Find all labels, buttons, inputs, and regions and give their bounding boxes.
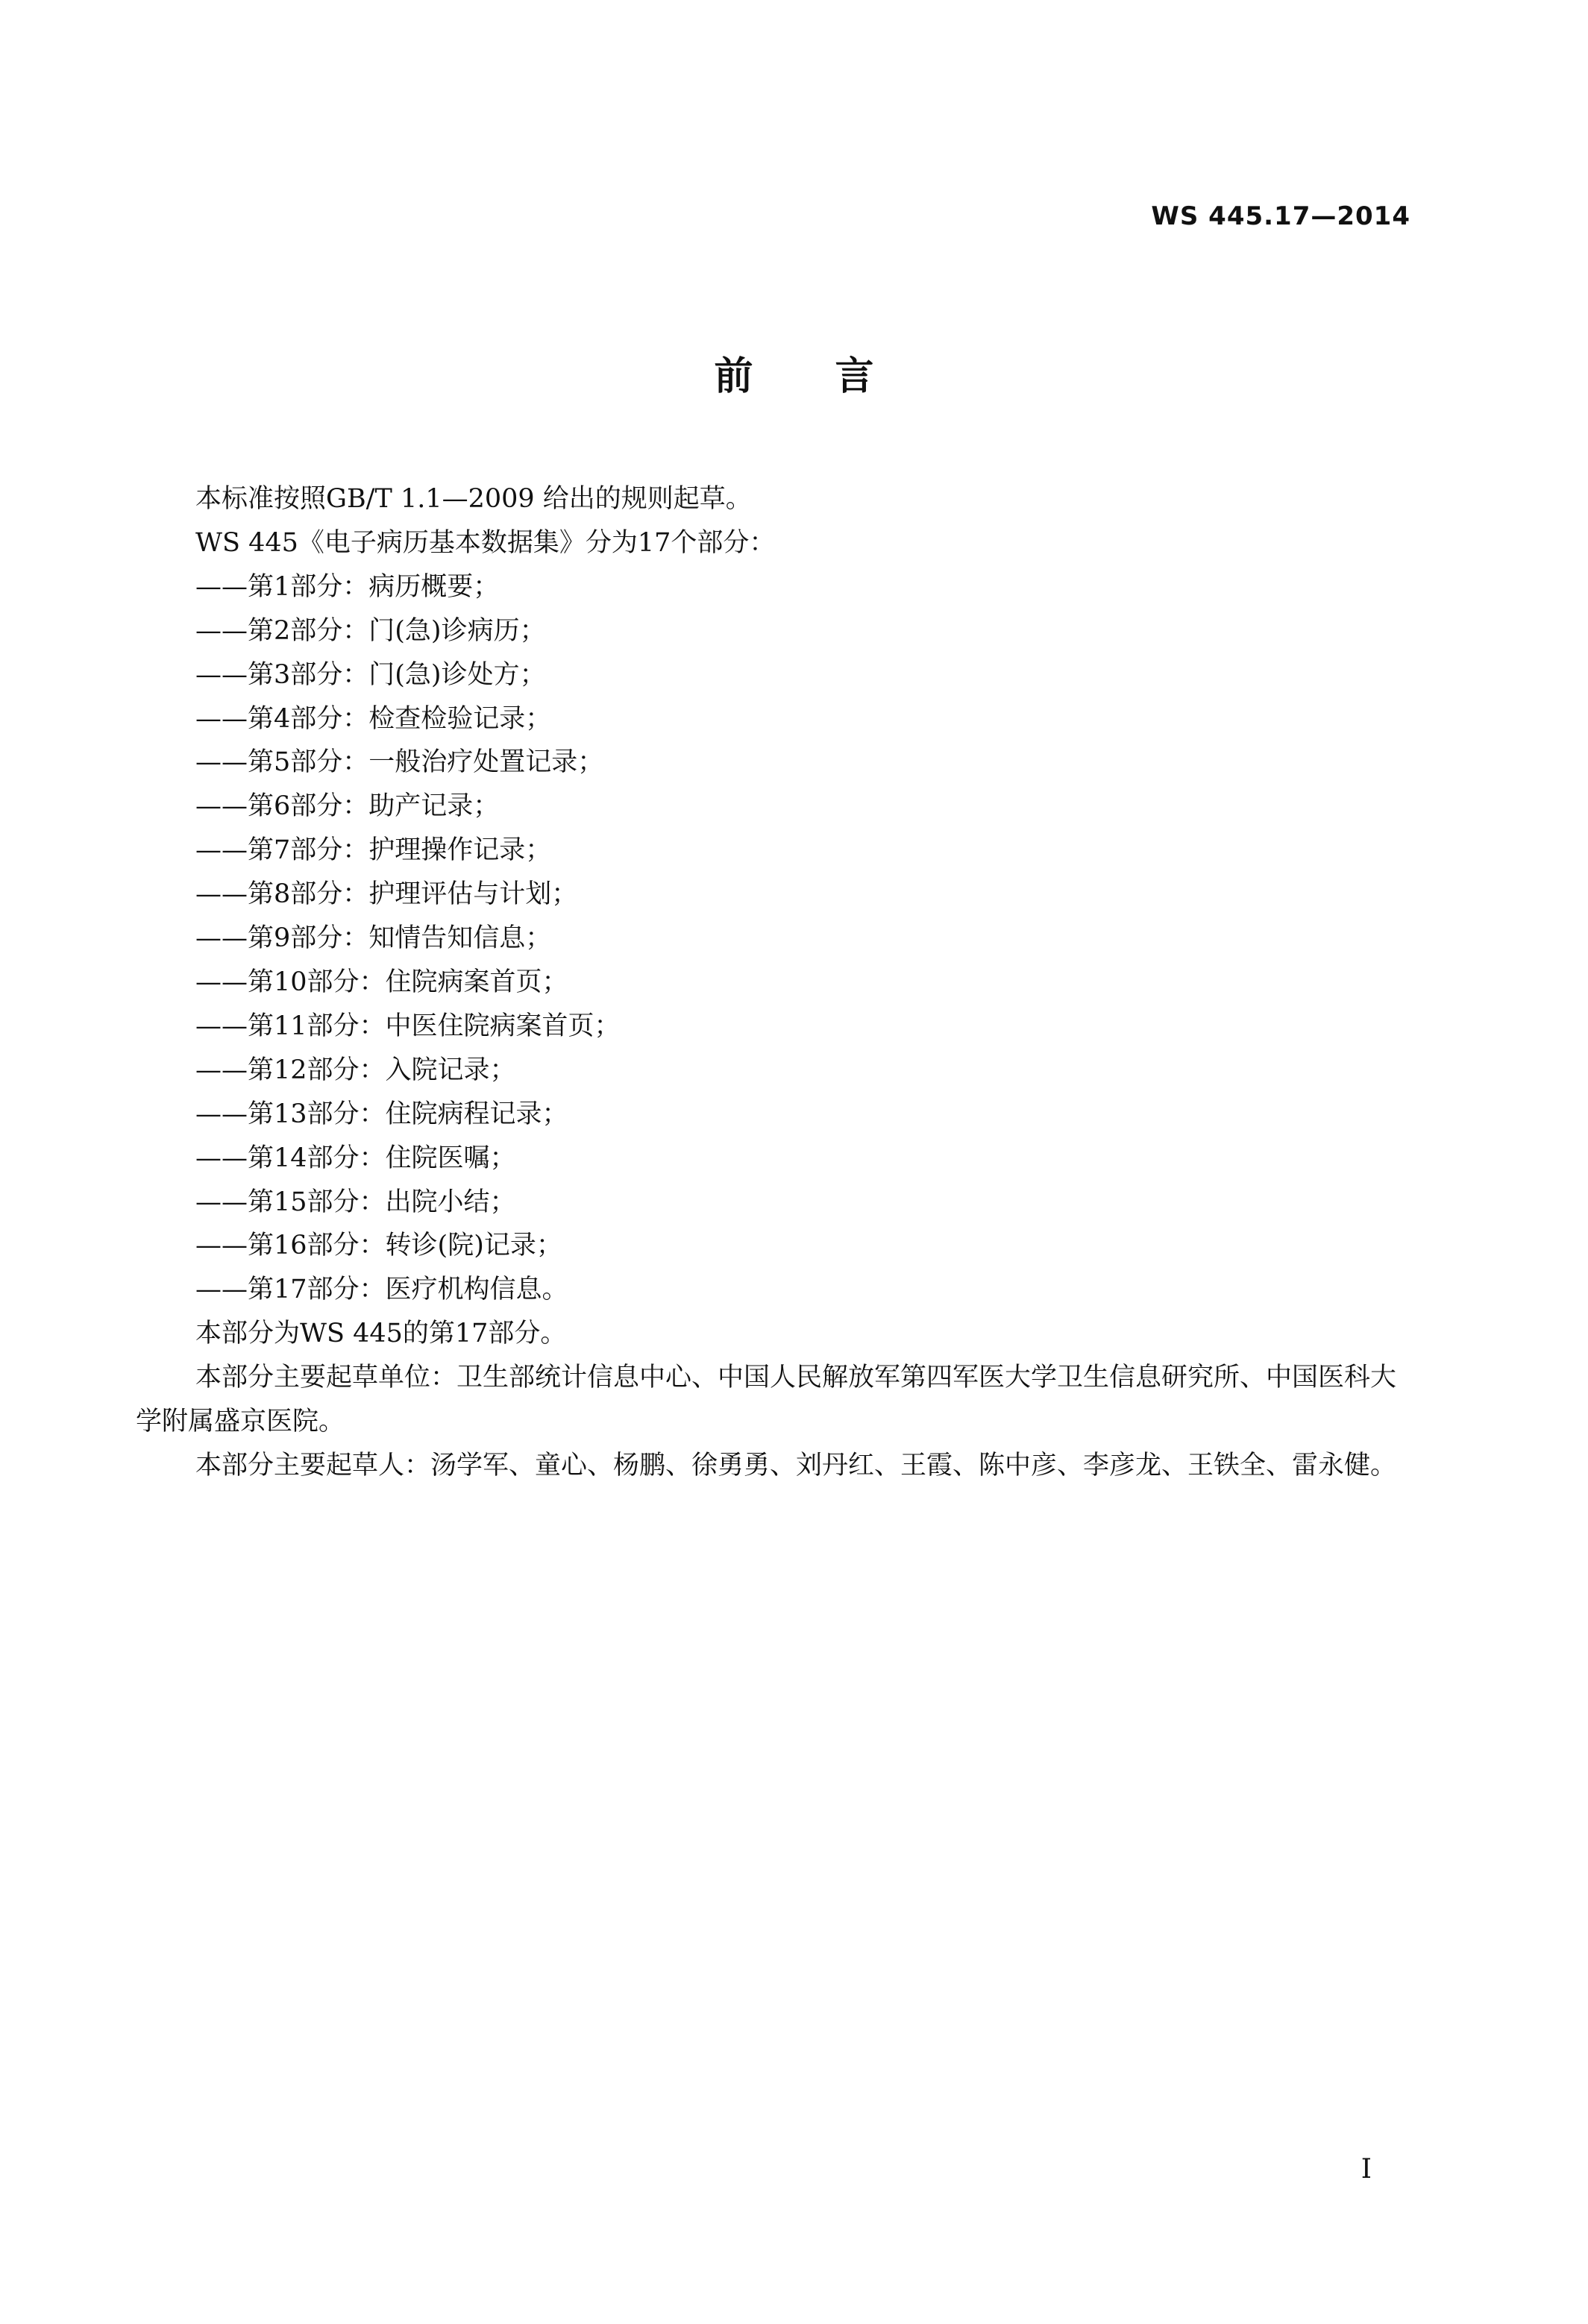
list-item: ——第5部分：一般治疗处置记录； (195, 747, 604, 778)
drafters: 本部分主要起草人：汤学军、童心、杨鹏、徐勇勇、刘丹红、王霞、陈中彦、李彦龙、王铁全、雷永健。 (195, 1450, 1397, 1480)
list-item: ——第15部分：出院小结； (195, 1187, 516, 1217)
list-item: ——第7部分：护理操作记录； (195, 835, 552, 866)
list-item: ——第17部分：医疗机构信息。 (195, 1275, 568, 1305)
list-item: ——第12部分：入院记录； (195, 1055, 516, 1085)
list-item: ——第9部分：知情告知信息； (195, 923, 552, 954)
list-item: ——第1部分：病历概要； (195, 571, 500, 602)
list-item: ——第16部分：转诊(院)记录； (195, 1231, 562, 1261)
standard-code: WS 445.17—2014 (1151, 201, 1410, 231)
list-item: ——第6部分：助产记录； (195, 791, 500, 822)
part-statement: 本部分为WS 445的第17部分。 (195, 1319, 567, 1349)
foreword-body (136, 477, 1411, 1488)
parts-list (136, 565, 1411, 1312)
list-item: ——第14部分：住院医嘱； (195, 1143, 516, 1173)
list-item: ——第11部分：中医住院病案首页； (195, 1011, 621, 1041)
intro-line-parts-count: WS 445《电子病历基本数据集》分为17个部分： (195, 527, 776, 558)
list-item: ——第2部分：门(急)诊病历； (195, 615, 546, 646)
page-number: I (1361, 2154, 1372, 2185)
list-item: ——第4部分：检查检验记录； (195, 703, 552, 734)
intro-line-drafting-rules: 本标准按照GB/T 1.1—2009 给出的规则起草。 (195, 484, 752, 514)
list-item: ——第13部分：住院病程记录； (195, 1099, 568, 1129)
page-title: 前言 (714, 354, 956, 399)
list-item: ——第10部分：住院病案首页； (195, 967, 568, 997)
list-item: ——第8部分：护理评估与计划； (195, 879, 578, 910)
drafting-units: 本部分主要起草单位：卫生部统计信息中心、中国人民解放军第四军医大学卫生信息研究所、中国医科大学附属盛京医院。 (136, 1363, 1397, 1437)
list-item: ——第3部分：门(急)诊处方； (195, 659, 546, 690)
